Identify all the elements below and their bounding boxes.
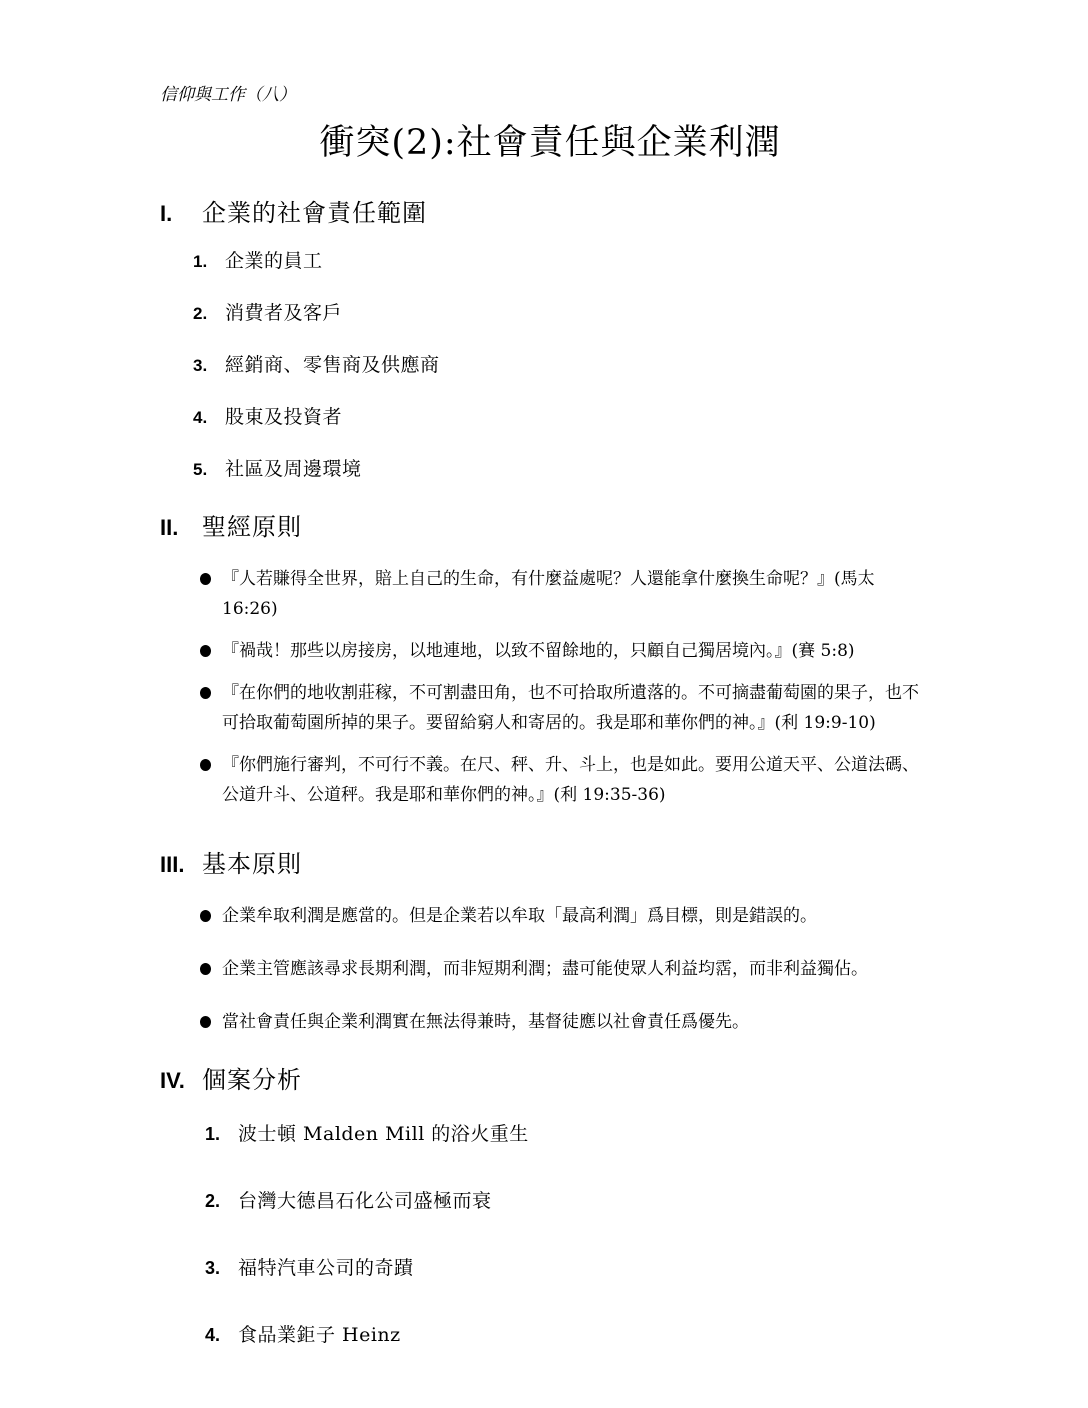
item-text: 台灣大德昌石化公司盛極而衰 <box>238 1190 492 1212</box>
item-text: 股東及投資者 <box>225 406 343 428</box>
section-numeral: IV. <box>160 1068 185 1093</box>
item-number: 3. <box>193 356 208 375</box>
list-item <box>193 454 940 481</box>
bullet-item <box>200 678 940 738</box>
list-item <box>193 246 940 273</box>
item-text: 經銷商、零售商及供應商 <box>225 354 440 376</box>
list-item <box>205 1119 940 1146</box>
item-number: 2. <box>193 304 208 323</box>
section-heading <box>160 193 940 228</box>
bullet-icon <box>200 963 211 975</box>
item-number: 5. <box>193 460 208 479</box>
section-social-responsibility-scope <box>160 193 940 481</box>
bullet-list <box>160 901 940 1037</box>
section-title: 聖經原則 <box>202 513 302 541</box>
section-heading <box>160 844 940 879</box>
bullet-text: 『禍哉！那些以房接房，以地連地，以致不留餘地的，只顧自己獨居境內。』(賽 5:8) <box>222 641 855 661</box>
section-title: 基本原則 <box>202 850 302 878</box>
bullet-item <box>200 901 940 931</box>
bullet-icon <box>200 687 211 699</box>
bullet-text: 『人若賺得全世界，賠上自己的生命，有什麼益處呢？人還能拿什麼換生命呢？』(馬太 16:26) <box>222 569 875 619</box>
document-series-header: 信仰與工作（八） <box>160 85 296 105</box>
item-number: 2. <box>205 1191 221 1211</box>
numbered-list <box>160 1119 940 1347</box>
section-heading <box>160 507 940 542</box>
bullet-item <box>200 750 940 810</box>
bullet-icon <box>200 1016 211 1028</box>
bullet-text: 當社會責任與企業利潤實在無法得兼時，基督徒應以社會責任爲優先。 <box>222 1012 749 1032</box>
bullet-text: 企業主管應該尋求長期利潤，而非短期利潤；盡可能使眾人利益均霑，而非利益獨佔。 <box>222 959 868 979</box>
item-number: 1. <box>193 252 208 271</box>
bullet-text: 『在你們的地收割莊稼，不可割盡田角，也不可拾取所遺落的。不可摘盡葡萄園的果子，也不可拾取葡萄園所掉的果子。要留給窮人和寄居的。我是耶和華你們的神。』(利 19:9-10) <box>222 683 919 733</box>
item-number: 3. <box>205 1258 221 1278</box>
section-basic-principles <box>160 844 940 1037</box>
list-item <box>205 1253 940 1280</box>
section-case-studies <box>160 1060 940 1347</box>
bullet-item <box>200 954 940 984</box>
item-text: 波士頓 Malden Mill 的浴火重生 <box>238 1123 529 1145</box>
section-numeral: III. <box>160 852 185 877</box>
numbered-list <box>160 246 940 481</box>
section-biblical-principles <box>160 507 940 810</box>
bullet-item <box>200 1007 940 1037</box>
list-item <box>193 298 940 325</box>
item-number: 1. <box>205 1124 221 1144</box>
section-heading <box>160 1060 940 1095</box>
item-number: 4. <box>193 408 208 427</box>
section-numeral: I. <box>160 201 173 226</box>
item-text: 社區及周邊環境 <box>225 458 362 480</box>
bullet-text: 企業牟取利潤是應當的。但是企業若以牟取「最高利潤」爲目標，則是錯誤的。 <box>222 906 817 926</box>
bullet-item <box>200 636 940 666</box>
section-title: 企業的社會責任範圍 <box>202 199 427 227</box>
page-title: 衝突(2):社會責任與企業利潤 <box>319 123 781 163</box>
list-item <box>193 350 940 377</box>
list-item <box>193 402 940 429</box>
bullet-icon <box>200 573 211 585</box>
item-text: 消費者及客戶 <box>225 302 343 324</box>
section-title: 個案分析 <box>202 1066 302 1094</box>
bullet-list <box>160 564 940 810</box>
list-item <box>205 1186 940 1213</box>
bullet-item <box>200 564 940 624</box>
item-number: 4. <box>205 1325 221 1345</box>
bullet-icon <box>200 759 211 771</box>
bullet-text: 『你們施行審判，不可行不義。在尺、秤、升、斗上，也是如此。要用公道天平、公道法碼、公道升斗、公道秤。我是耶和華你們的神。』(利 19:35-36) <box>222 755 919 805</box>
item-text: 福特汽車公司的奇蹟 <box>238 1257 414 1279</box>
item-text: 食品業鉅子 Heinz <box>238 1324 401 1346</box>
bullet-icon <box>200 645 211 657</box>
list-item <box>205 1320 940 1347</box>
section-numeral: II. <box>160 515 179 540</box>
bullet-icon <box>200 910 211 922</box>
item-text: 企業的員工 <box>225 250 323 272</box>
